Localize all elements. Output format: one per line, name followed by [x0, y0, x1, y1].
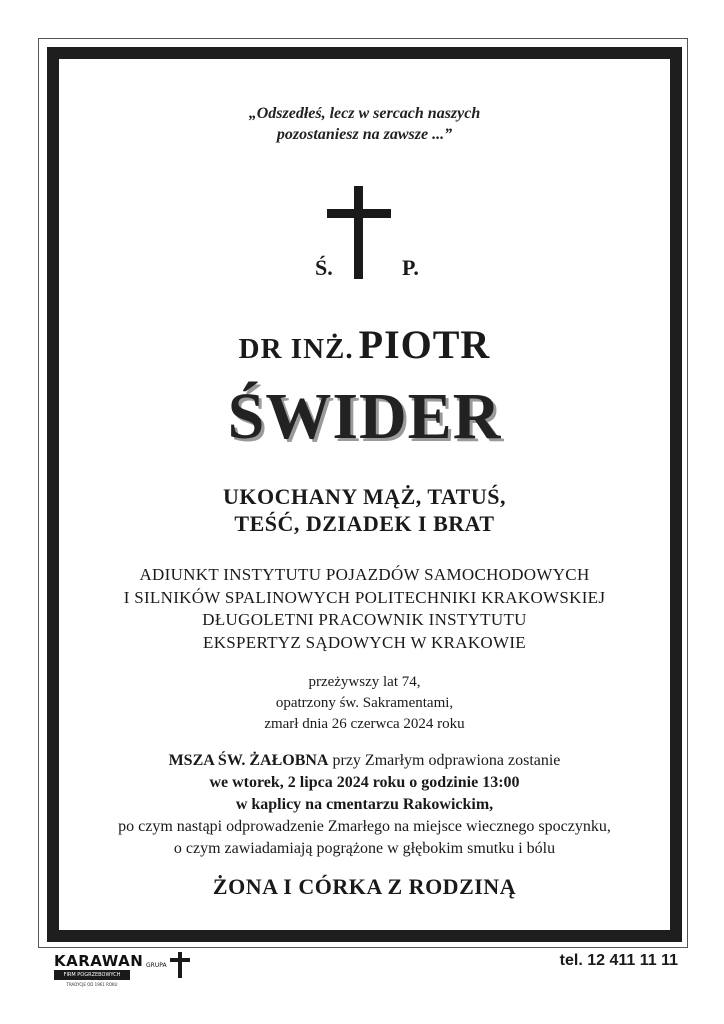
life-line-3: zmarł dnia 26 czerwca 2024 roku — [264, 716, 465, 732]
career-line-2: I SILNIKÓW SPALINOWYCH POLITECHNIKI KRAKOWSKIEJ — [123, 588, 606, 607]
deceased-title-and-first-name — [59, 321, 670, 368]
mass-heading-line — [59, 752, 670, 770]
mass-heading-rest: przy Zmarłym odprawiona zostanie — [328, 752, 561, 769]
logo-cross-icon — [170, 952, 190, 978]
sp-left: Ś. — [315, 255, 333, 280]
mourners: ŻONA I CÓRKA Z RODZINĄ — [212, 874, 517, 899]
career-line-4: EKSPERTYZ SĄDOWYCH W KRAKOWIE — [203, 633, 526, 652]
funeral-home-logo — [54, 952, 194, 996]
motto — [59, 103, 670, 145]
logo-name: KARAWAN — [54, 952, 144, 970]
deceased-first-name: PIOTR — [358, 322, 491, 367]
cross-icon — [327, 186, 391, 279]
deceased-title: DR INŻ. — [238, 333, 354, 365]
career-line-3: DŁUGOLETNI PRACOWNIK INSTYTUTU — [202, 610, 527, 629]
logo-banner: FIRM POGRZEBOWYCH — [54, 970, 130, 980]
phone-number: tel. 12 411 11 11 — [559, 952, 678, 969]
mass-heading: MSZA ŚW. ŻAŁOBNA — [168, 752, 329, 769]
deceased-surname: ŚWIDER — [227, 380, 502, 453]
burial-line: po czym nastąpi odprowadzenie Zmarłego na miejsce wiecznego spoczynku, — [118, 818, 611, 835]
logo-group: GRUPA — [146, 962, 167, 969]
notice-line: o czym zawiadamiają pogrążone w głębokim smutku i bólu — [173, 840, 556, 857]
life-line-2: opatrzony św. Sakramentami, — [275, 695, 454, 711]
motto-line-1: „Odszedłeś, lecz w sercach naszych — [248, 105, 481, 122]
family-roles-line-2: TEŚĆ, DZIADEK I BRAT — [234, 511, 495, 536]
motto-line-2: pozostaniesz na zawsze ...” — [276, 126, 453, 143]
career-line-1: ADIUNKT INSTYTUTU POJAZDÓW SAMOCHODOWYCH — [139, 565, 590, 584]
family-roles-line-1: UKOCHANY MĄŻ, TATUŚ, — [223, 484, 506, 509]
mass-place-line: w kaplicy na cmentarzu Rakowickim, — [235, 796, 494, 813]
sp-right: P. — [402, 255, 419, 280]
life-line-1: przeżywszy lat 74, — [308, 674, 421, 690]
mass-date-line: we wtorek, 2 lipca 2024 roku o godzinie 13:00 — [209, 774, 520, 791]
logo-tagline: TRADYCJE OD 1961 ROKU — [66, 982, 118, 987]
